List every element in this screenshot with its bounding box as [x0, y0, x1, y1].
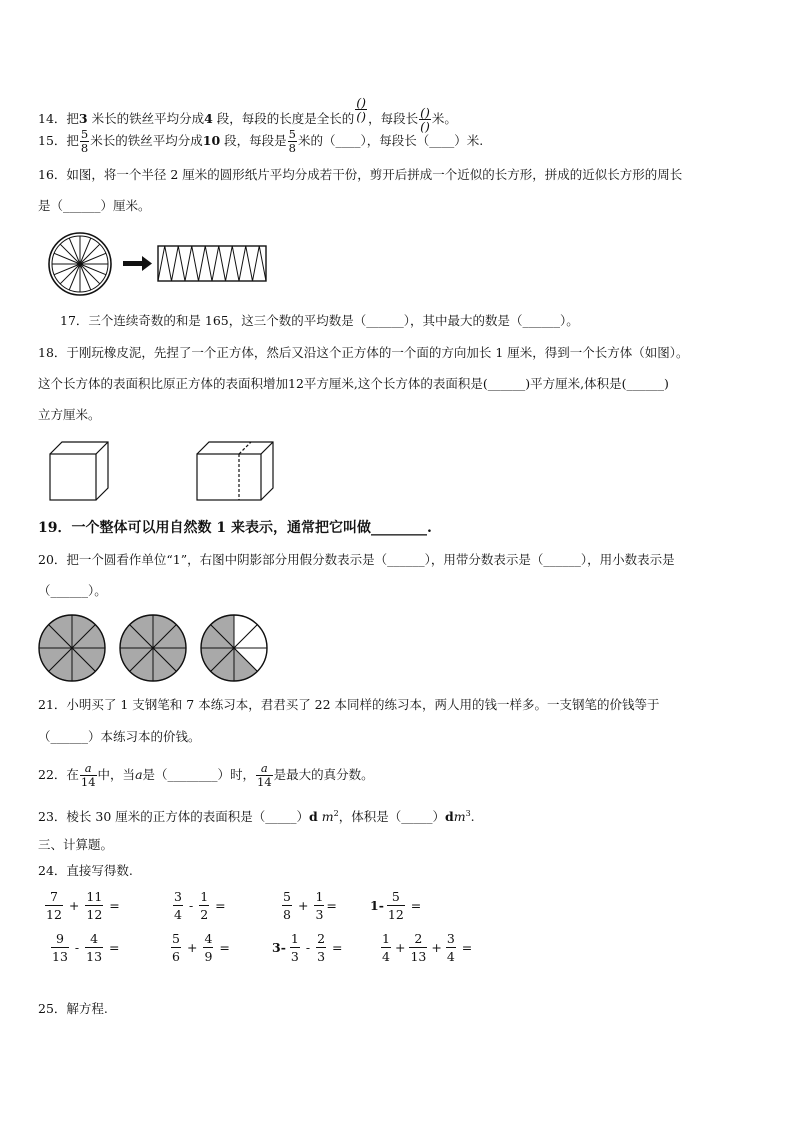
calc-item: $\frac{9}{13}$ - $\frac{4}{13}$ = [52, 931, 120, 964]
question-18-line1: 18．于刚玩橡皮泥，先捏了一个正方体，然后又沿这个正方体的一个面的方向加长 1 厘米，得到一个长方体（如图）。 [38, 345, 689, 360]
cube [50, 442, 108, 500]
cube-and-cuboid-figure [46, 436, 286, 506]
question-21-line2: （______）本练习本的价钱。 [38, 729, 201, 744]
calc-item: $\frac{7}{12}$ + $\frac{11}{12}$ = [46, 889, 120, 922]
question-18-line2: 这个长方体的表面积比原正方体的表面积增加12平方厘米,这个长方体的表面积是(______)平方厘米,体积是(______) [38, 376, 669, 391]
fraction: $\frac{5}{8}$ [288, 127, 296, 155]
question-17: 17．三个连续奇数的和是 165，这三个数的平均数是（______），其中最大的数是（______）。 [60, 313, 579, 328]
question-18-line3: 立方厘米。 [38, 407, 101, 422]
question-23: 23．棱长 30 厘米的正方体的表面积是（_____）d $m^2$，体积是$(\_\_\_\_\_)dm^3$. [38, 809, 475, 825]
calc-item: $\frac{1}{4}$ + $\frac{2}{13}$ + $\frac{3}{4}$ = [382, 931, 473, 964]
shaded-circle [39, 615, 105, 681]
fraction: $\frac{a}{14}$ [80, 761, 96, 789]
approx-rectangle [158, 246, 266, 281]
question-22: 22．在 $\frac{a}{14}$ 中，当a是（________）时， $\frac{a}{14}$ 是最大的真分数。 [38, 761, 374, 789]
blank-fraction[interactable]: $\frac{()}{()}$ [356, 95, 367, 124]
question-16-line2: 是（______）厘米。 [38, 198, 151, 213]
divided-circle [49, 233, 111, 295]
shaded-circle [201, 615, 267, 681]
question-16-line1: 16．如图，将一个半径 2 厘米的圆形纸片平均分成若干份，剪开后拼成一个近似的长方形，拼成的近似长方形的周长 [38, 167, 683, 182]
fraction: $\frac{5}{8}$ [80, 127, 89, 155]
arrow-icon [123, 256, 152, 271]
question-15: 15．把 $\frac{5}{8}$ 米长的铁丝平均分成10 段，每段是 $\frac{5}{8}$ 米的（____），每段长（____）米. [38, 127, 484, 155]
calc-item: $\frac{5}{8}$ + $\frac{1}{3}$ = [283, 889, 337, 922]
calc-item: 1- $\frac{5}{12}$ = [370, 889, 422, 922]
calc-item: $\frac{5}{6}$ + $\frac{4}{9}$ = [172, 931, 230, 964]
section-title: 三、计算题。 [38, 837, 114, 852]
question-20-line1: 20．把一个圆看作单位“1”，右图中阴影部分用假分数表示是（______），用带分数表示是（______），用小数表示是 [38, 552, 675, 567]
cuboid [197, 442, 273, 500]
shaded-circles-figure [36, 612, 276, 684]
question-14: 14．把3 米长的铁丝平均分成4 段，每段的长度是全长的 $\frac{()}{()}$ ，每段长 $\frac{()}{()}$ 米。 [38, 95, 457, 134]
question-20-line2: （______）。 [38, 583, 107, 598]
question-24-title: 24．直接写得数. [38, 863, 133, 878]
question-25: 25．解方程. [38, 1001, 108, 1016]
shaded-circle [120, 615, 186, 681]
fraction: $\frac{a}{14}$ [257, 761, 272, 789]
calc-item: $\frac{3}{4}$ - $\frac{1}{2}$ = [174, 889, 226, 922]
question-21-line1: 21．小明买了 1 支钢笔和 7 本练习本，君君买了 22 本同样的练习本，两人用的钱一样多。一支钢笔的价钱等于 [38, 697, 660, 712]
blank-fraction[interactable]: $\frac{()}{()}$ [420, 105, 430, 134]
circle-to-rectangle-figure [44, 228, 274, 300]
calc-item: 3- $\frac{1}{3}$ - $\frac{2}{3}$ = [272, 931, 343, 964]
question-19: 19．一个整体可以用自然数 1 来表示，通常把它叫做________. [38, 520, 432, 536]
